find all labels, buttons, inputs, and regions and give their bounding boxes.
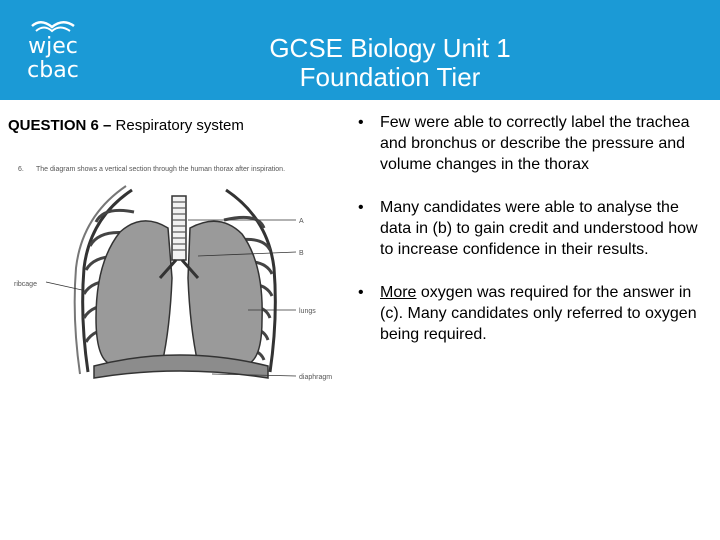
trachea xyxy=(172,196,186,260)
bullet-text: Few were able to correctly label the trachea and bronchus or describe the pressure and volume changes in the thorax xyxy=(380,114,690,173)
figure-caption: The diagram shows a vertical section through the human thorax after inspiration. xyxy=(36,166,286,173)
label-lungs: lungs xyxy=(299,308,316,315)
wjec-cbac-logo xyxy=(18,14,88,86)
left-lung xyxy=(96,221,172,364)
bullet-text: Many candidates were able to analyse the data in (b) to gain credit and understood how to increase confidence in their results. xyxy=(380,199,698,258)
bullet-symbol: • xyxy=(358,199,364,216)
list-item xyxy=(352,282,702,345)
label-ribcage: ribcage xyxy=(14,281,37,288)
logo-text-top: wjec xyxy=(28,34,78,59)
header-banner xyxy=(0,0,720,100)
question-number: QUESTION 6 – xyxy=(8,117,112,134)
logo-text-bottom: cbac xyxy=(27,58,79,83)
bullet-text: oxygen was required for the answer in (c). Many candidates only referred to oxygen being required. xyxy=(380,284,697,343)
question-topic: Respiratory system xyxy=(115,117,244,134)
bullet-emphasis: More xyxy=(380,284,417,301)
label-a: A xyxy=(299,218,304,225)
right-lung xyxy=(188,221,262,364)
list-item xyxy=(352,112,702,175)
question-heading xyxy=(8,117,244,134)
title-line-2: Foundation Tier xyxy=(299,62,481,92)
thorax-diagram xyxy=(12,158,347,390)
bullet-symbol: • xyxy=(358,284,364,301)
bullet-symbol: • xyxy=(358,114,364,131)
figure-number: 6. xyxy=(18,166,24,173)
label-b: B xyxy=(299,250,304,257)
title-line-1: GCSE Biology Unit 1 xyxy=(269,33,511,63)
feedback-list xyxy=(352,112,702,367)
book-icon xyxy=(18,14,88,34)
page-title xyxy=(200,34,580,92)
label-diaphragm: diaphragm xyxy=(299,374,333,381)
list-item xyxy=(352,197,702,260)
